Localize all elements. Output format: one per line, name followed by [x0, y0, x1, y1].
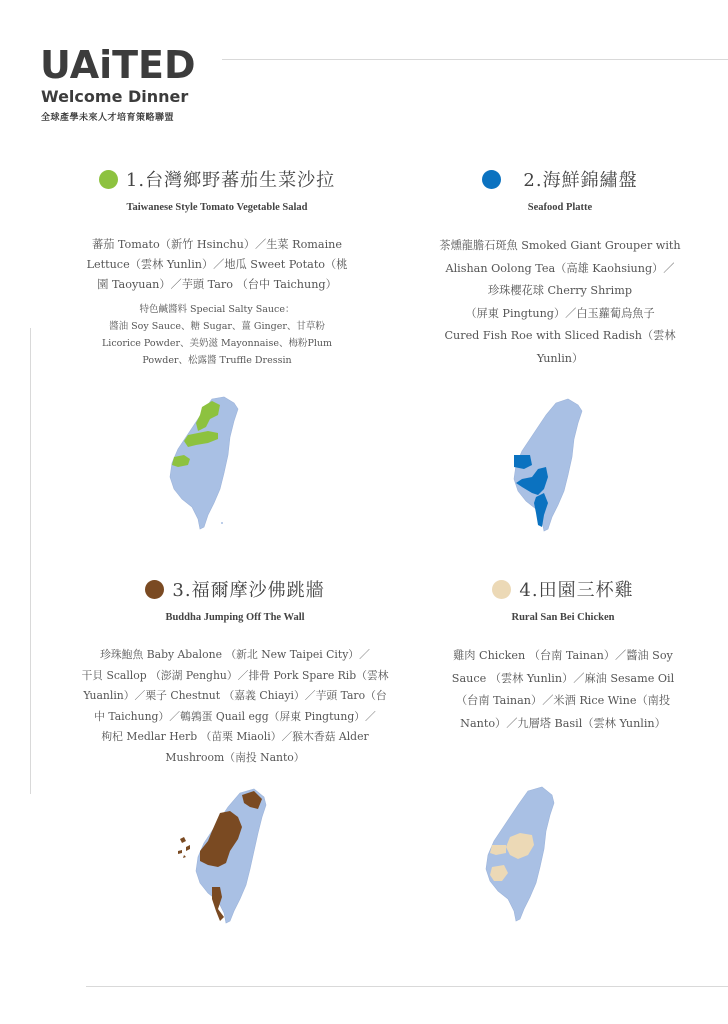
taiwan-map-dish-4 [474, 785, 560, 925]
dish-1-heading [62, 166, 372, 192]
taiwan-map-dish-3 [172, 787, 272, 927]
ingredient-line: Nanto）／九層塔 Basil（雲林 Yunlin） [460, 716, 666, 730]
sauce-line: Licorice Powder、美奶滋 Mayonnaise、梅粉Plum [101, 338, 333, 349]
side-divider [30, 328, 31, 794]
dish-3-section [52, 576, 418, 768]
dish-4-heading [418, 576, 708, 602]
dish-1-title: 1.台灣鄉野蕃茄生菜沙拉 [125, 170, 336, 191]
ingredient-line: Sauce （雲林 Yunlin）／麻油 Sesame Oil [451, 671, 675, 685]
ingredient-line: 茶燻龍膽石斑魚 Smoked Giant Grouper with [439, 239, 681, 252]
dish-3-title: 3.福爾摩沙佛跳牆 [172, 580, 325, 601]
sauce-line: 特色鹹醬料 Special Salty Sauce： [139, 304, 295, 315]
bottom-divider [86, 986, 728, 987]
ingredient-line: 中 Taichung）／鵪鶉蛋 Quail egg（屏東 Pingtung）／ [94, 709, 376, 723]
alliance-tagline: 全球產學未來人才培育策略聯盟 [41, 113, 175, 123]
ingredient-line: 珍珠櫻花球 Cherry Shrimp [487, 284, 633, 297]
dish-4-title-en: Rural San Bei Chicken [511, 612, 615, 623]
ingredient-line: 枸杞 Medlar Herb （苗栗 Miaoli）／猴木香菇 Alder [101, 730, 369, 743]
dish-4-ingredients [418, 645, 708, 735]
dish-2-section [410, 166, 710, 370]
ingredient-line: 蕃茄 Tomato（新竹 Hsinchu）／生菜 Romaine [92, 238, 342, 251]
dish-1-color-dot [99, 170, 118, 189]
ingredient-line: Alishan Oolong Tea（高雄 Kaohsiung）／ [445, 261, 675, 275]
taiwan-map-dish-1 [162, 393, 246, 533]
ingredient-line: 珍珠鮑魚 Baby Abalone （新北 New Taipei City）／ [100, 648, 370, 661]
dish-2-title: 2.海鮮錦繡盤 [523, 170, 638, 191]
ingredient-line: （台南 Tainan）／米酒 Rice Wine（南投 [455, 694, 671, 707]
dish-3-color-dot [145, 580, 164, 599]
dish-3-ingredients [52, 645, 418, 768]
dish-2-ingredients [410, 235, 710, 370]
dish-4-section [418, 576, 708, 735]
dish-4-color-dot [492, 580, 511, 599]
dish-2-title-en: Seafood Platte [527, 202, 593, 213]
dish-3-title-en: Buddha Jumping Off The Wall [165, 612, 305, 623]
dish-3-heading [52, 576, 418, 602]
dish-4-title: 4.田園三杯雞 [519, 580, 634, 601]
brand-logo-text: UAiTED [40, 43, 196, 87]
dish-1-section [62, 166, 372, 369]
event-subtitle: Welcome Dinner [41, 87, 189, 106]
sauce-line: Powder、松露醬 Truffle Dressin [142, 355, 292, 366]
ingredient-line: Cured Fish Roe with Sliced Radish（雲林 [444, 329, 676, 342]
taiwan-map-dish-2 [508, 397, 588, 535]
ingredient-line: 園 Taoyuan）／芋頭 Taro （台中 Taichung） [97, 278, 337, 291]
dish-1-title-en: Taiwanese Style Tomato Vegetable Salad [126, 202, 308, 213]
ingredient-line: Yunlin） [536, 351, 584, 365]
sauce-line: 醬油 Soy Sauce、糖 Sugar、薑 Ginger、甘草粉 [109, 321, 325, 332]
ingredient-line: 雞肉 Chicken （台南 Tainan）／醬油 Soy [453, 649, 673, 662]
dish-1-ingredients [62, 235, 372, 295]
dish-2-heading [410, 166, 710, 192]
dish-1-sauce [62, 301, 372, 369]
dish-2-color-dot [482, 170, 501, 189]
top-divider [222, 59, 728, 60]
ingredient-line: Yuanlin）／栗子 Chestnut （嘉義 Chiayi）／芋頭 Taro（台 [83, 689, 387, 702]
ingredient-line: 干貝 Scallop （澎湖 Penghu）／排骨 Pork Spare Rib（雲林 [81, 668, 389, 682]
ingredient-line: Mushroom（南投 Nanto） [165, 750, 305, 764]
ingredient-line: （屏東 Pingtung）／白玉蘿蔔烏魚子 [465, 306, 655, 320]
ingredient-line: Lettuce（雲林 Yunlin）／地瓜 Sweet Potato（桃 [86, 258, 348, 271]
